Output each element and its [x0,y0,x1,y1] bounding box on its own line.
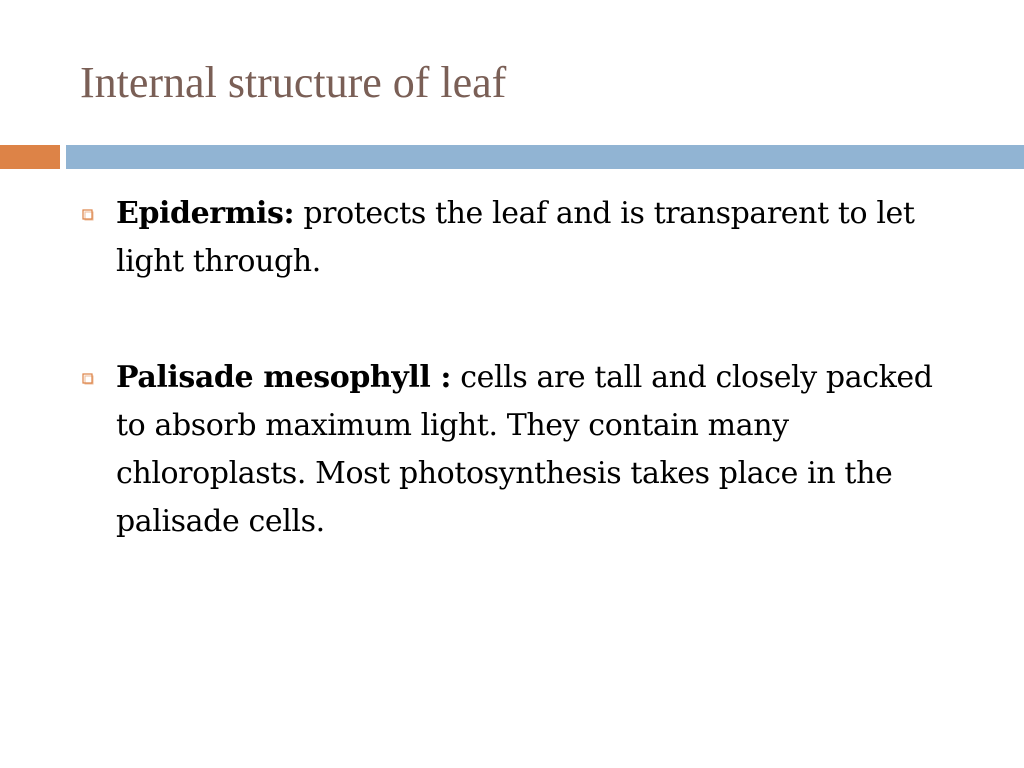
bullet-list [80,190,960,614]
bullet-item-palisade-mesophyll [80,354,960,546]
title-accent-bar-orange [0,145,60,169]
bullet-item-epidermis [80,190,960,286]
bullet-text [116,354,960,546]
bullet-description: cells are tall and closely packed to absorb maximum light. They contain many chloroplasts. Most photosynthesis takes place in the palisade cells. [116,360,933,539]
slide-title: Internal structure of leaf [80,58,507,107]
square-bullet-icon [80,190,116,238]
square-bullet-icon-shape [82,373,94,385]
bullet-term: Palisade mesophyll : [116,360,452,395]
square-bullet-icon [80,354,116,402]
title-accent-bar-blue [66,145,1024,169]
bullet-term: Epidermis: [116,196,295,231]
bullet-text [116,190,960,286]
square-bullet-icon-shape [82,209,94,221]
bullet-description: protects the leaf and is transparent to let light through. [116,196,915,279]
